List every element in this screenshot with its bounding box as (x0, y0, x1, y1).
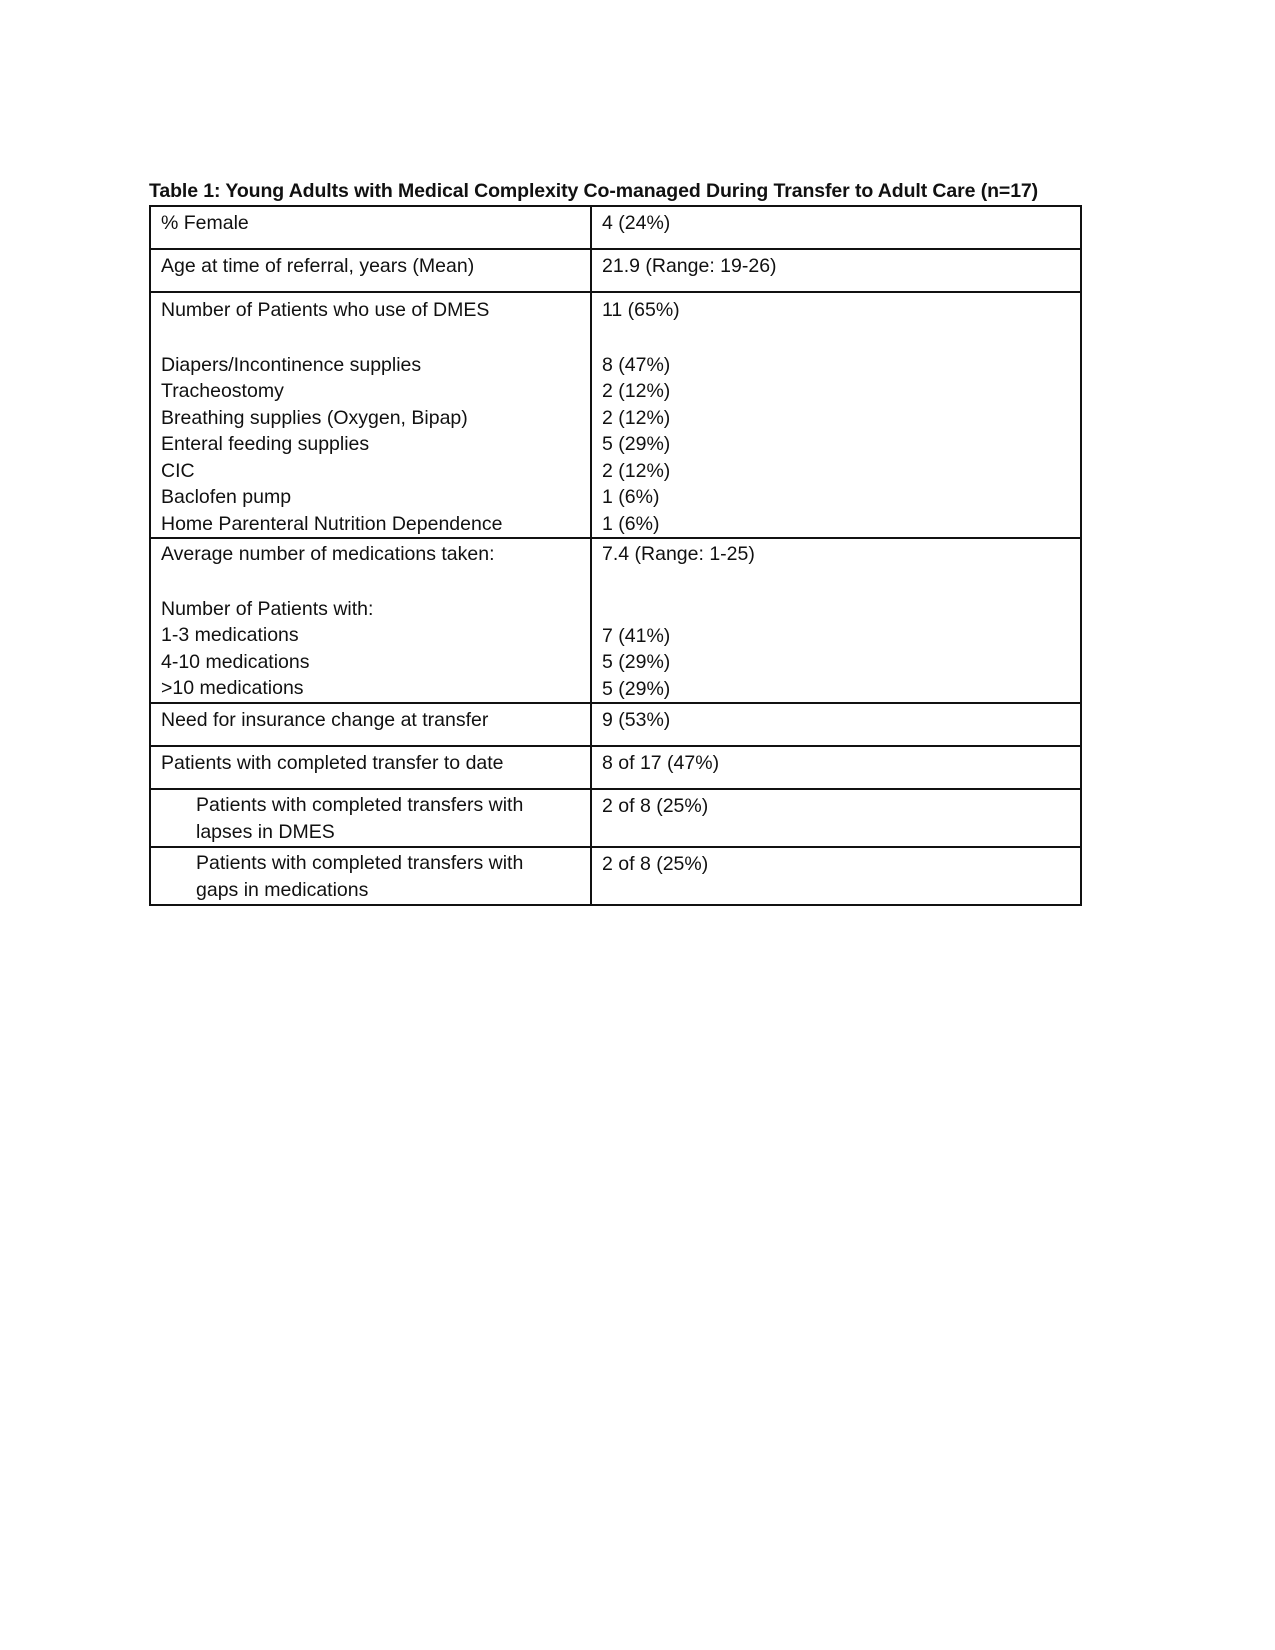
list-item-label: CIC (161, 459, 195, 482)
table-row-age (150, 249, 1081, 292)
list-item-label: Tracheostomy (161, 380, 284, 402)
list-item-label: 4-10 medications (161, 650, 310, 673)
list-item-label: 1-3 medications (161, 624, 299, 646)
table-title: Table 1: Young Adults with Medical Complexity Co-managed During Transfer to Adult Care (n=17) (149, 180, 1039, 202)
row-label: Age at time of referral, years (Mean) (150, 249, 591, 292)
row-value: 9 (53%) (591, 703, 1081, 746)
list-item-label: Enteral feeding supplies (161, 433, 370, 455)
row-label: Need for insurance change at transfer (150, 703, 591, 746)
table-row-completed (150, 746, 1081, 789)
row-label: Patients with completed transfers with lapses in DMES (150, 789, 591, 847)
row-value: 4 (24%) (591, 206, 1081, 249)
list-item-value: 2 (12%) (602, 380, 671, 402)
row-label: Patients with completed transfers with gaps in medications (150, 847, 591, 905)
row-value: 2 of 8 (25%) (591, 789, 1081, 847)
table-row-medications (150, 538, 1081, 703)
row-label: Average number of medications taken: Number of Patients with: 1-3 medications 4-10 medications >10 medications (150, 538, 591, 703)
list-item-label: Diapers/Incontinence supplies (161, 353, 422, 376)
table-row-lapses (150, 789, 1081, 847)
list-item-label: >10 medications (161, 677, 304, 699)
list-item-value: 1 (6%) (602, 486, 660, 508)
row-label: Patients with completed transfer to date (150, 746, 591, 789)
table-row-insurance (150, 703, 1081, 746)
list-item-value: 7 (41%) (602, 624, 671, 647)
list-item-value: 2 (12%) (602, 459, 671, 482)
row-value: 7.4 (Range: 1-25) 7 (41%) 5 (29%) 5 (29%) (591, 538, 1081, 703)
list-item-value: 5 (29%) (602, 651, 671, 673)
table-row-gaps (150, 847, 1081, 905)
list-item-value: 2 (12%) (602, 406, 671, 429)
row-value: 11 (65%) 8 (47%) 2 (12%) 2 (12%) 5 (29%) 2 (12%) 1 (6%) 1 (6%) (591, 292, 1081, 538)
list-item-value: 8 (47%) (602, 353, 671, 376)
table-row-female (150, 206, 1081, 249)
row-label: % Female (150, 206, 591, 249)
list-item-label: Home Parenteral Nutrition Dependence (161, 512, 503, 535)
list-item-value: 5 (29%) (602, 677, 671, 700)
list-item-value: 5 (29%) (602, 433, 671, 455)
list-item-value: 1 (6%) (602, 512, 660, 535)
list-item-label: Baclofen pump (161, 486, 292, 508)
row-label: Number of Patients who use of DMES Diapers/Incontinence supplies Tracheostomy Breathing supplies (Oxygen, Bipap) Enteral feeding supplies CIC Baclofen pump Home Parenteral Nutrition Dependence (150, 292, 591, 538)
list-item-label: Breathing supplies (Oxygen, Bipap) (161, 406, 468, 429)
row-value: 21.9 (Range: 19-26) (591, 249, 1081, 292)
data-table (149, 205, 1082, 906)
row-value: 8 of 17 (47%) (591, 746, 1081, 789)
table-row-dmes (150, 292, 1081, 538)
row-value: 2 of 8 (25%) (591, 847, 1081, 905)
